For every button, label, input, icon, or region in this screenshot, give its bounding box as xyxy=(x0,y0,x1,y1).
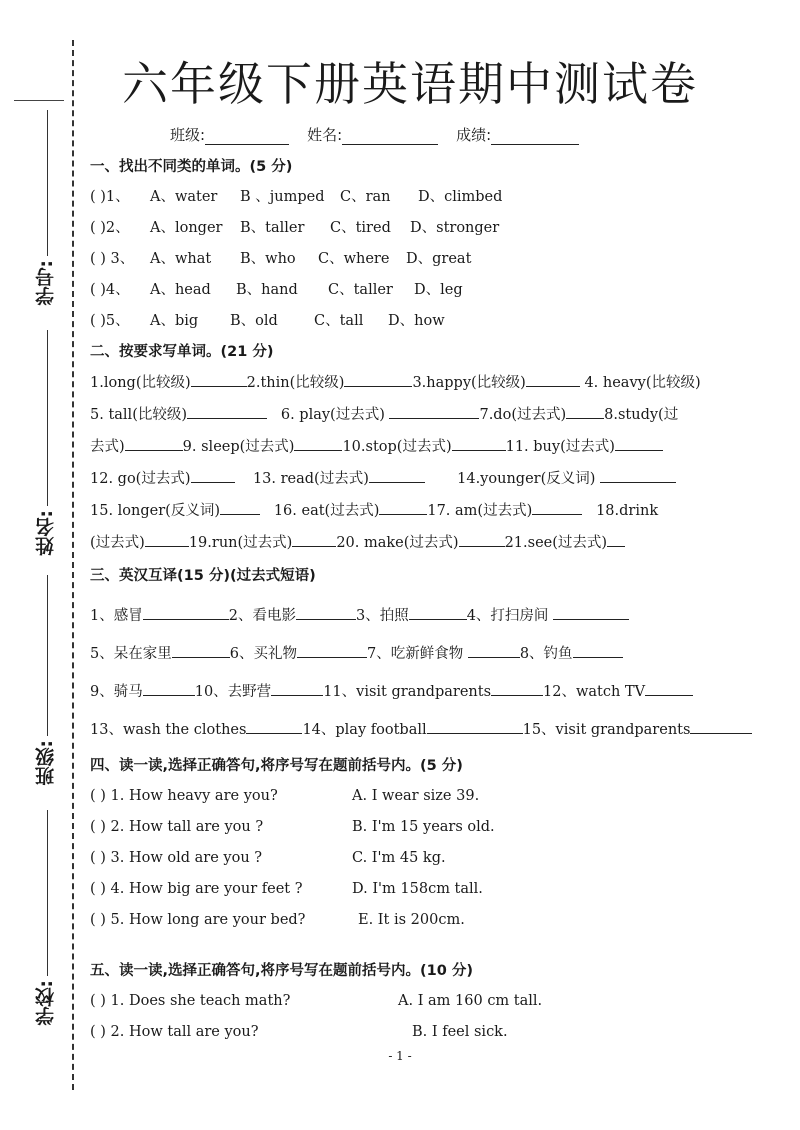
answer-blank[interactable] xyxy=(246,719,302,734)
word-prompt: 13. read(过去式) xyxy=(252,471,369,487)
question-row xyxy=(90,213,720,244)
option-b: B、who xyxy=(240,251,296,267)
option-a: A、water xyxy=(150,189,218,205)
option-b: B、old xyxy=(230,313,278,329)
word-prompt: (过去式) xyxy=(90,535,145,551)
match-question[interactable]: ( ) 4. How big are your feet ? xyxy=(90,881,303,897)
match-row xyxy=(90,843,720,874)
option-d: D、how xyxy=(388,313,445,329)
answer-bracket[interactable]: ( )2、 xyxy=(90,220,130,236)
word-prompt: 11. buy(过去式) xyxy=(505,439,615,455)
section-3-heading: 三、英汉互译(15 分)(过去式短语) xyxy=(90,568,316,584)
margin-class-label: 班级: xyxy=(34,740,57,786)
word-row xyxy=(90,431,720,463)
binding-dashed-line xyxy=(72,40,74,1090)
word-prompt: 7.do(过去式) xyxy=(479,407,567,423)
answer-blank[interactable] xyxy=(526,372,580,387)
match-answer: D. I'm 158cm tall. xyxy=(352,881,483,897)
answer-blank[interactable] xyxy=(468,643,520,658)
answer-blank[interactable] xyxy=(271,681,323,696)
answer-bracket[interactable]: ( )5、 xyxy=(90,313,130,329)
answer-blank[interactable] xyxy=(553,605,629,620)
phrase-prompt: 4、打扫房间 xyxy=(466,608,549,624)
option-b: B 、jumped xyxy=(240,189,325,205)
answer-bracket[interactable]: ( )1、 xyxy=(90,189,130,205)
word-prompt: 18.drink xyxy=(596,503,659,519)
margin-school-label: 学校: xyxy=(34,980,57,1026)
option-d: D、great xyxy=(406,251,472,267)
answer-blank[interactable] xyxy=(615,436,663,451)
margin-school xyxy=(8,810,68,1030)
word-prompt: 4. heavy(比较级) xyxy=(584,375,701,391)
word-row xyxy=(90,527,720,559)
binding-margin xyxy=(0,0,78,1130)
word-prompt: 8.study(过 xyxy=(604,407,679,423)
match-row xyxy=(90,874,720,905)
phrase-row xyxy=(90,635,720,673)
answer-blank[interactable] xyxy=(532,500,582,515)
word-row xyxy=(90,399,720,431)
match-answer: B. I feel sick. xyxy=(412,1024,508,1040)
info-score: 成绩: xyxy=(456,124,579,145)
phrase-row xyxy=(90,597,720,635)
answer-blank[interactable] xyxy=(491,681,543,696)
option-a: A、longer xyxy=(150,220,223,236)
info-name: 姓名: xyxy=(307,124,438,145)
answer-blank[interactable] xyxy=(379,500,427,515)
option-b: B、taller xyxy=(240,220,305,236)
page-number: - 1 - xyxy=(388,1049,412,1063)
option-c: C、where xyxy=(318,251,390,267)
answer-blank[interactable] xyxy=(645,681,693,696)
word-prompt: 14.younger(反义词) xyxy=(457,471,596,487)
word-prompt: 2.thin(比较级) xyxy=(246,375,345,391)
answer-blank[interactable] xyxy=(344,372,412,387)
match-answer: A. I wear size 39. xyxy=(352,788,480,804)
phrase-prompt: 3、拍照 xyxy=(355,608,409,624)
word-prompt: 19.run(过去式) xyxy=(188,535,293,551)
phrase-prompt: 2、看电影 xyxy=(228,608,296,624)
option-d: D、leg xyxy=(414,282,463,298)
answer-blank[interactable] xyxy=(369,468,425,483)
answer-blank[interactable] xyxy=(409,605,467,620)
exam-content xyxy=(90,152,720,1048)
answer-blank[interactable] xyxy=(607,532,625,547)
answer-blank[interactable] xyxy=(187,404,267,419)
answer-blank[interactable] xyxy=(566,404,604,419)
match-question[interactable]: ( ) 3. How old are you ? xyxy=(90,850,263,866)
answer-blank[interactable] xyxy=(294,436,342,451)
answer-blank[interactable] xyxy=(297,643,367,658)
phrase-prompt: 8、钓鱼 xyxy=(519,646,573,662)
section-2-heading: 二、按要求写单词。(21 分) xyxy=(90,344,274,360)
phrase-prompt: 14、play football xyxy=(302,722,427,738)
phrase-prompt: 6、买礼物 xyxy=(229,646,297,662)
word-prompt: 17. am(过去式) xyxy=(427,503,533,519)
name-blank[interactable] xyxy=(342,130,438,145)
match-question[interactable]: ( ) 2. How tall are you ? xyxy=(90,819,264,835)
option-d: D、climbed xyxy=(418,189,503,205)
section-5-items xyxy=(90,986,720,1048)
student-info xyxy=(170,124,579,145)
section-2-items xyxy=(90,367,720,559)
word-row xyxy=(90,495,720,527)
match-answer: A. I am 160 cm tall. xyxy=(398,993,543,1009)
answer-blank[interactable] xyxy=(459,532,505,547)
word-prompt: 9. sleep(过去式) xyxy=(182,439,295,455)
margin-class xyxy=(8,575,68,790)
word-prompt: 21.see(过去式) xyxy=(504,535,608,551)
word-prompt: 10.stop(过去式) xyxy=(342,439,452,455)
word-prompt: 16. eat(过去式) xyxy=(273,503,380,519)
answer-blank[interactable] xyxy=(452,436,506,451)
phrase-prompt: 9、骑马 xyxy=(90,684,143,700)
answer-blank[interactable] xyxy=(600,468,676,483)
info-class: 班级: xyxy=(170,124,289,145)
question-row xyxy=(90,275,720,306)
word-prompt: 去式) xyxy=(90,439,125,455)
word-row xyxy=(90,463,720,495)
answer-blank[interactable] xyxy=(145,532,189,547)
question-row xyxy=(90,244,720,275)
word-prompt: 3.happy(比较级) xyxy=(412,375,526,391)
word-row xyxy=(90,367,720,399)
answer-blank[interactable] xyxy=(125,436,183,451)
option-a: A、big xyxy=(150,313,199,329)
option-c: C、ran xyxy=(340,189,391,205)
match-answer: E. It is 200cm. xyxy=(358,912,465,928)
phrase-prompt: 10、去野营 xyxy=(194,684,272,700)
option-a: A、head xyxy=(150,282,211,298)
phrase-prompt: 11、visit grandparents xyxy=(323,684,492,700)
option-c: C、taller xyxy=(328,282,393,298)
word-prompt: 1.long(比较级) xyxy=(90,375,191,391)
section-3-items xyxy=(90,597,720,749)
margin-name-label: 姓名: xyxy=(34,510,57,556)
question-row xyxy=(90,182,720,213)
phrase-prompt: 5、呆在家里 xyxy=(90,646,172,662)
question-row xyxy=(90,306,720,337)
answer-blank[interactable] xyxy=(389,404,479,419)
option-a: A、what xyxy=(150,251,212,267)
match-row xyxy=(90,986,720,1017)
phrase-row xyxy=(90,673,720,711)
margin-top-rule xyxy=(14,100,64,101)
phrase-prompt: 15、visit grandparents xyxy=(522,722,691,738)
score-blank[interactable] xyxy=(491,130,579,145)
phrase-row xyxy=(90,711,720,749)
answer-blank[interactable] xyxy=(292,532,336,547)
phrase-prompt: 12、watch TV xyxy=(543,684,646,700)
phrase-prompt: 13、wash the clothes xyxy=(90,722,247,738)
match-row xyxy=(90,1017,720,1048)
word-prompt: 6. play(过去式) xyxy=(280,407,385,423)
answer-blank[interactable] xyxy=(427,719,523,734)
word-prompt: 12. go(过去式) xyxy=(90,471,191,487)
option-b: B、hand xyxy=(236,282,298,298)
match-question[interactable]: ( ) 1. Does she teach math? xyxy=(90,993,291,1009)
section-1-items xyxy=(90,182,720,337)
phrase-prompt: 7、吃新鲜食物 xyxy=(366,646,464,662)
word-prompt: 5. tall(比较级) xyxy=(90,407,188,423)
answer-blank[interactable] xyxy=(143,605,229,620)
section-5-heading: 五、读一读,选择正确答句,将序号写在题前括号内。(10 分) xyxy=(90,963,473,979)
phrase-prompt: 1、感冒 xyxy=(90,608,143,624)
option-c: C、tired xyxy=(330,220,391,236)
word-prompt: 15. longer(反义词) xyxy=(90,503,220,519)
margin-student-no-label: 学号: xyxy=(34,260,57,306)
margin-name xyxy=(8,330,68,560)
match-question[interactable]: ( ) 2. How tall are you? xyxy=(90,1024,259,1040)
section-4-items xyxy=(90,781,720,936)
answer-blank[interactable] xyxy=(690,719,752,734)
answer-blank[interactable] xyxy=(191,468,235,483)
class-blank[interactable] xyxy=(205,130,289,145)
section-1-heading: 一、找出不同类的单词。(5 分) xyxy=(90,159,293,175)
answer-bracket[interactable]: ( ) 3、 xyxy=(90,251,135,267)
answer-blank[interactable] xyxy=(220,500,260,515)
answer-bracket[interactable]: ( )4、 xyxy=(90,282,130,298)
match-row xyxy=(90,812,720,843)
answer-blank[interactable] xyxy=(172,643,230,658)
match-row xyxy=(90,781,720,812)
option-d: D、stronger xyxy=(410,220,500,236)
match-question[interactable]: ( ) 5. How long are your bed? xyxy=(90,912,306,928)
answer-blank[interactable] xyxy=(191,372,247,387)
answer-blank[interactable] xyxy=(296,605,356,620)
match-row xyxy=(90,905,720,936)
match-answer: C. I'm 45 kg. xyxy=(352,850,446,866)
match-answer: B. I'm 15 years old. xyxy=(352,819,495,835)
match-question[interactable]: ( ) 1. How heavy are you? xyxy=(90,788,278,804)
answer-blank[interactable] xyxy=(573,643,623,658)
answer-blank[interactable] xyxy=(143,681,195,696)
page-title: 六年级下册英语期中测试卷 xyxy=(122,57,698,111)
word-prompt: 20. make(过去式) xyxy=(336,535,459,551)
section-4-heading: 四、读一读,选择正确答句,将序号写在题前括号内。(5 分) xyxy=(90,758,463,774)
margin-student-no xyxy=(8,110,68,310)
option-c: C、tall xyxy=(314,313,364,329)
